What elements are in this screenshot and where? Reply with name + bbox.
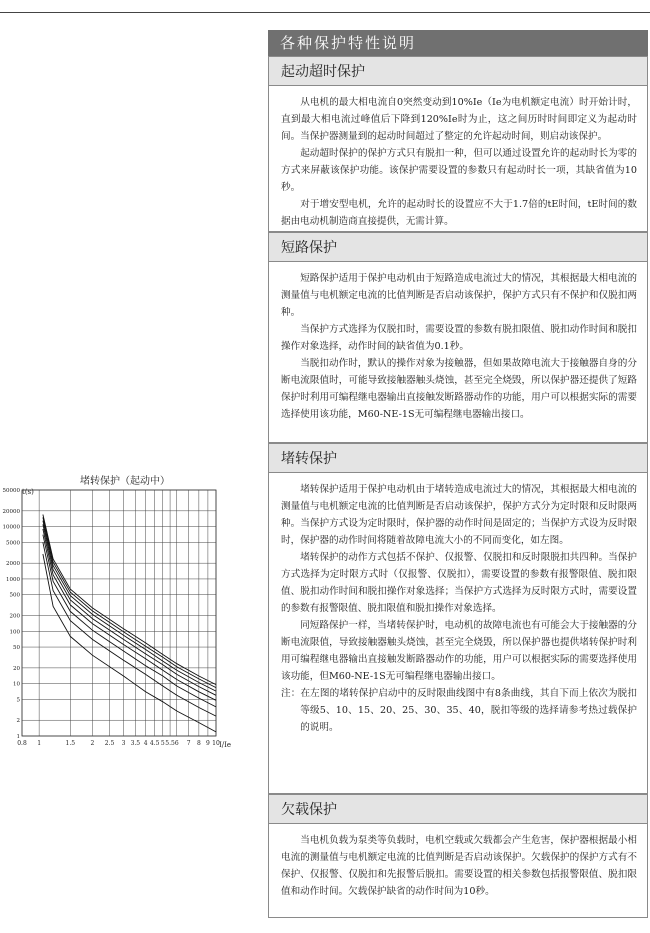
paragraph: 堵转保护适用于保护电动机由于堵转造成电流过大的情况，其根据最大相电流的测量值与电机额定电流的比值判断是否启动该保护，保护方式分为定时限和反时限两种。当保护方式设为定时限时，保护器的动作时间是固定的；当保护方式设为反时限时，保护器的动作时间将随着故障电流大小的不同而变化，如左图。 bbox=[281, 484, 637, 546]
section-underload bbox=[268, 794, 648, 918]
paragraph: 堵转保护的动作方式包括不保护、仅报警、仅脱扣和反时限脱扣共四种。当保护方式选择为定时限方式时（仅报警、仅脱扣），需要设置的参数有报警限值、脱扣限值、脱扣动作时间和脱扣操作对象选择；当保护方式选择为反时限方式时，需要设置的参数有报警限值、脱扣限值和脱扣操作对象选择。 bbox=[281, 552, 637, 614]
main-title: 各种保护特性说明 bbox=[268, 30, 648, 56]
section-title: 欠载保护 bbox=[269, 794, 647, 824]
section-startup-timeout bbox=[268, 56, 648, 232]
chart-y-tick-label: 1000 bbox=[6, 576, 20, 583]
chart-y-tick-label: 200 bbox=[9, 613, 20, 620]
chart-x-tick-label: 10 bbox=[212, 740, 220, 747]
chart-x-tick-label: 5 bbox=[160, 740, 165, 747]
chart-curve-class-10 bbox=[43, 542, 216, 716]
chart-x-tick-label: 3.5 bbox=[130, 740, 141, 747]
chart-y-tick-label: 1 bbox=[16, 734, 20, 740]
note: 注：在左图的堵转保护启动中的反时限曲线图中有8条曲线，其自下而上依次为脱扣等级5、10、15、20、25、30、35、40，脱扣等级的选择请参考热过载保护的说明。 bbox=[281, 688, 637, 733]
chart-x-tick-label: 6 bbox=[174, 740, 179, 747]
chart-x-tick-label: 2.5 bbox=[104, 740, 115, 747]
section-title: 起动超时保护 bbox=[269, 56, 647, 86]
stall-protection-chart bbox=[0, 470, 240, 770]
paragraph: 短路保护适用于保护电动机由于短路造成电流过大的情况，其根据最大相电流的测量值与电机额定电流的比值判断是否启动该保护，保护方式只有不保护和仅脱扣两种。 bbox=[281, 273, 637, 318]
chart-y-tick-label: 5000 bbox=[6, 540, 20, 547]
chart-y-tick-label: 10000 bbox=[2, 524, 20, 531]
chart-frame bbox=[22, 490, 216, 736]
chart-x-tick-label: 1 bbox=[37, 740, 42, 747]
chart-y-tick-label: 50000 bbox=[2, 488, 20, 494]
chart-x-tick-label: 9 bbox=[205, 740, 210, 747]
chart-curve-class-25 bbox=[43, 524, 216, 695]
chart-y-tick-label: 20000 bbox=[2, 508, 20, 515]
chart-y-tick-label: 10 bbox=[13, 681, 20, 688]
section-short-circuit bbox=[268, 232, 648, 443]
chart-y-ticks bbox=[3, 488, 21, 740]
chart-y-tick-label: 20 bbox=[13, 665, 20, 672]
chart-xlabel: I/Ie bbox=[219, 741, 232, 749]
paragraph: 当保护方式选择为仅脱扣时，需要设置的参数有脱扣限值、脱扣动作时间和脱扣操作对象选择，动作时间的缺省值为0.1秒。 bbox=[281, 324, 637, 352]
chart-x-tick-label: 4 bbox=[143, 740, 148, 747]
section-body bbox=[269, 824, 647, 917]
chart-y-tick-label: 500 bbox=[9, 592, 20, 599]
section-body bbox=[269, 86, 647, 231]
paragraph: 当电机负载为泵类等负载时，电机空载或欠载都会产生危害，保护器根据最小相电流的测量值与电机额定电流的比值判断是否启动该保护。欠载保护的保护方式有不保护、仅报警、仅脱扣和先报警后脱扣。需要设置的相关参数包括报警限值、脱扣限值和动作时间。欠载保护缺省的动作时间为10秒。 bbox=[281, 835, 637, 897]
chart-svg bbox=[0, 470, 240, 770]
chart-x-tick-label: 7 bbox=[186, 740, 191, 747]
paragraph: 从电机的最大相电流自0突然变动到10%Ie（Ie为电机额定电流）时开始计时，直到最大相电流过峰值后下降到120%Ie时为止，这之间历时时间即定义为起动时间。当保护器测量到的起动时间超过了整定的允许起动时间，则启动该保护。 bbox=[281, 97, 637, 142]
chart-y-tick-label: 5 bbox=[16, 697, 20, 704]
chart-x-tick-label: 5.5 bbox=[165, 740, 175, 747]
chart-ylabel: t(s) bbox=[22, 488, 34, 496]
section-title: 短路保护 bbox=[269, 232, 647, 262]
chart-x-tick-label: 1.5 bbox=[65, 740, 76, 747]
chart-y-tick-label: 100 bbox=[9, 629, 20, 636]
chart-x-tick-label: 4.5 bbox=[149, 740, 160, 747]
chart-x-tick-label: 2 bbox=[90, 740, 95, 747]
section-body bbox=[269, 262, 647, 442]
chart-y-tick-label: 50 bbox=[13, 645, 20, 652]
top-rule bbox=[0, 12, 650, 13]
chart-curve-class-30 bbox=[43, 521, 216, 692]
chart-x-tick-label: 8 bbox=[196, 740, 201, 747]
paragraph: 对于增安型电机，允许的起动时长的设置应不大于1.7倍的tE时间，tE时间的数据由电动机制造商直接提供，无需计算。 bbox=[281, 199, 637, 227]
chart-grid bbox=[22, 490, 216, 736]
paragraph: 起动超时保护的保护方式只有脱扣一种，但可以通过设置允许的起动时长为零的方式来屏蔽该保护功能。该保护需要设置的参数只有起动时长一项，其缺省值为10秒。 bbox=[281, 148, 637, 193]
section-stall bbox=[268, 443, 648, 794]
chart-curve-class-20 bbox=[43, 529, 216, 700]
paragraph: 当脱扣动作时，默认的操作对象为接触器，但如果故障电流大于接触器自身的分断电流限值时，可能导致接触器触头烧蚀，甚至完全烧毁，所以保护器还提供了短路保护时利用可编程继电器输出直接触发断路器动作的功能，用户可以根据实际的需要选择使用该功能，M60-NE-1S无可编程继电器输出接口。 bbox=[281, 358, 637, 420]
section-title: 堵转保护 bbox=[269, 443, 647, 473]
chart-y-tick-label: 2000 bbox=[6, 561, 20, 568]
chart-curve-class-15 bbox=[43, 535, 216, 707]
chart-title: 堵转保护（起动中） bbox=[80, 476, 170, 487]
paragraph: 同短路保护一样，当堵转保护时，电动机的故障电流也有可能会大于接触器的分断电流限值，导致接触器触头烧蚀，甚至完全烧毁，所以保护器也提供堵转保护时利用可编程继电器输出直接触发断路器动作的功能，用户可以根据实际的需要选择使用该功能，但M60-NE-1S无可编程继电器输出接口。 bbox=[281, 620, 637, 682]
chart-x-tick-label: 0.8 bbox=[17, 740, 27, 747]
section-body bbox=[269, 473, 647, 793]
chart-curve-class-40 bbox=[43, 515, 216, 685]
protection-content bbox=[268, 30, 648, 918]
chart-y-tick-label: 2 bbox=[16, 718, 20, 725]
chart-x-ticks bbox=[17, 740, 220, 747]
chart-x-tick-label: 3 bbox=[121, 740, 126, 747]
